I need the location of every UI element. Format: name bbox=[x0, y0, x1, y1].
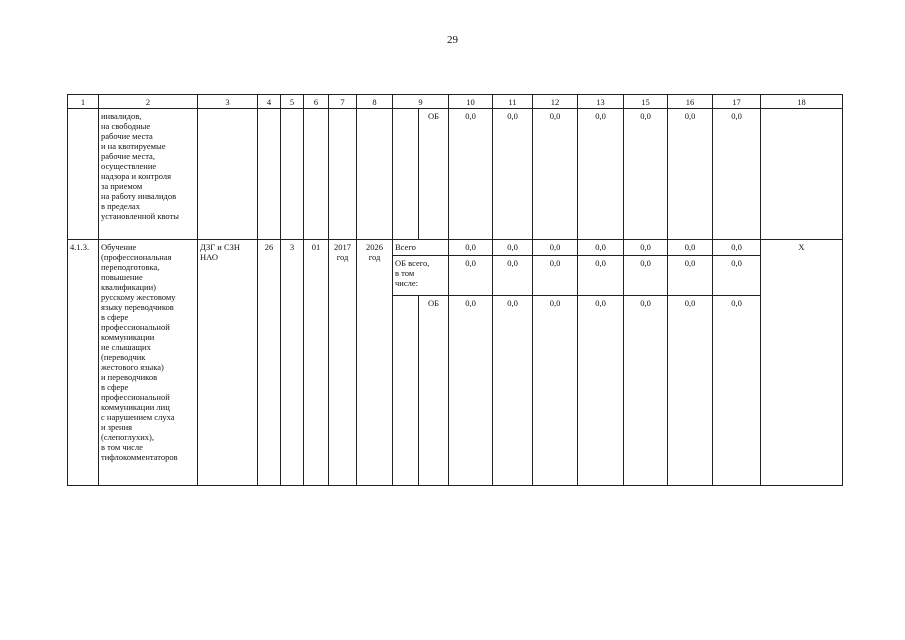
cell-ob-total-label: ОБ всего, в том числе: bbox=[393, 256, 449, 296]
cell-executor: ДЗГ и СЗН НАО bbox=[198, 240, 258, 486]
cell-col6: 01 bbox=[304, 240, 329, 486]
cell-value: 0,0 bbox=[493, 109, 533, 240]
cell-col5: 3 bbox=[281, 240, 304, 486]
cell-value: 0,0 bbox=[624, 256, 668, 296]
cell-value: 0,0 bbox=[493, 240, 533, 256]
header-cell: 9 bbox=[393, 95, 449, 109]
header-cell: 15 bbox=[624, 95, 668, 109]
cell-value: 0,0 bbox=[624, 109, 668, 240]
header-cell: 16 bbox=[668, 95, 713, 109]
cell-value: 0,0 bbox=[668, 109, 713, 240]
header-cell: 6 bbox=[304, 95, 329, 109]
header-row bbox=[68, 95, 843, 109]
cell-source: ОБ bbox=[419, 296, 449, 486]
cell-value: 0,0 bbox=[668, 256, 713, 296]
header-cell: 8 bbox=[357, 95, 393, 109]
cell-value: 0,0 bbox=[713, 296, 761, 486]
cell-empty bbox=[357, 109, 393, 240]
cell-empty bbox=[393, 296, 419, 486]
cell-empty bbox=[198, 109, 258, 240]
table-row bbox=[68, 240, 843, 256]
cell-number: 4.1.3. bbox=[68, 240, 99, 486]
cell-value: 0,0 bbox=[578, 109, 624, 240]
cell-empty bbox=[68, 109, 99, 240]
cell-value: 0,0 bbox=[533, 256, 578, 296]
cell-col4: 26 bbox=[258, 240, 281, 486]
cell-empty bbox=[304, 109, 329, 240]
cell-value: 0,0 bbox=[668, 296, 713, 486]
cell-value: 0,0 bbox=[449, 256, 493, 296]
table-row bbox=[68, 109, 843, 240]
header-cell: 13 bbox=[578, 95, 624, 109]
cell-total-label: Всего bbox=[393, 240, 449, 256]
header-cell: 12 bbox=[533, 95, 578, 109]
cell-end-year: 2026 год bbox=[357, 240, 393, 486]
cell-empty bbox=[393, 109, 419, 240]
cell-value: 0,0 bbox=[533, 240, 578, 256]
cell-value: 0,0 bbox=[493, 256, 533, 296]
header-cell: 18 bbox=[761, 95, 843, 109]
cell-value: 0,0 bbox=[624, 296, 668, 486]
cell-value: 0,0 bbox=[713, 240, 761, 256]
header-cell: 17 bbox=[713, 95, 761, 109]
cell-value: 0,0 bbox=[624, 240, 668, 256]
header-cell: 3 bbox=[198, 95, 258, 109]
cell-value: 0,0 bbox=[578, 240, 624, 256]
cell-empty bbox=[281, 109, 304, 240]
header-cell: 4 bbox=[258, 95, 281, 109]
cell-value: 0,0 bbox=[713, 256, 761, 296]
header-cell: 10 bbox=[449, 95, 493, 109]
page-number: 29 bbox=[447, 34, 458, 46]
cell-name: Обучение (профессиональная переподготовка, повышение квалификации) русскому жестовому языку переводчиков в сфере профессиональной коммуникации не слышащих (переводчик жестового языка) и переводчиков в сфере профессиональной коммуникации лиц с нарушением слуха и зрения (слепоглухих), в том числе тифлокомментаторов bbox=[99, 240, 198, 486]
cell-value: 0,0 bbox=[533, 296, 578, 486]
cell-empty bbox=[329, 109, 357, 240]
header-cell: 2 bbox=[99, 95, 198, 109]
cell-value: 0,0 bbox=[449, 296, 493, 486]
cell-value: 0,0 bbox=[493, 296, 533, 486]
cell-value: 0,0 bbox=[578, 256, 624, 296]
header-cell: 1 bbox=[68, 95, 99, 109]
cell-name-continued: инвалидов, на свободные рабочие места и на квотируемые рабочие места, осуществление надзора и контроля за приемом на работу инвалидов в пределах установленной квоты bbox=[99, 109, 198, 240]
cell-start-year: 2017 год bbox=[329, 240, 357, 486]
cell-value: 0,0 bbox=[668, 240, 713, 256]
header-cell: 7 bbox=[329, 95, 357, 109]
cell-empty bbox=[258, 109, 281, 240]
cell-value: 0,0 bbox=[533, 109, 578, 240]
cell-value: 0,0 bbox=[713, 109, 761, 240]
header-cell: 11 bbox=[493, 95, 533, 109]
cell-value: 0,0 bbox=[449, 109, 493, 240]
cell-value: 0,0 bbox=[449, 240, 493, 256]
header-cell: 5 bbox=[281, 95, 304, 109]
cell-col18: X bbox=[761, 240, 843, 486]
cell-empty bbox=[761, 109, 843, 240]
program-table bbox=[67, 94, 843, 486]
cell-value: 0,0 bbox=[578, 296, 624, 486]
cell-source: ОБ bbox=[419, 109, 449, 240]
